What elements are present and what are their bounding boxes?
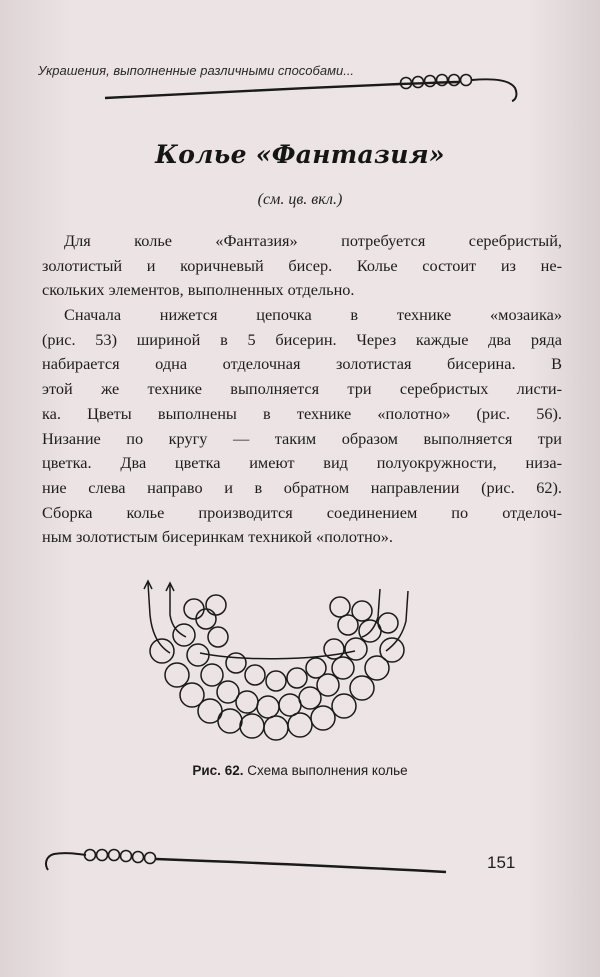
text-line: набирается одна отделочная золотистая бисерина. В xyxy=(42,354,562,374)
header-ornament xyxy=(100,68,530,108)
footer-ornament xyxy=(36,840,456,880)
figure-caption xyxy=(0,763,600,778)
text-line: ка. Цветы выполнены в технике «полотно» (рис. 56). xyxy=(42,403,562,423)
text-line: Для колье «Фантазия» потребуется серебристый, xyxy=(64,231,562,250)
text-line: Сборка колье производится соединением по отделоч- xyxy=(42,502,562,522)
text-line: Низание по кругу — таким образом выполняется три xyxy=(42,428,562,448)
running-head: Украшения, выполненные различными способами... xyxy=(38,63,355,78)
text-line: скольких элементов, выполненных отдельно. xyxy=(42,280,355,300)
page-number: 151 xyxy=(487,853,516,872)
text-line: (рис. 53) шириной в 5 бисерин. Через каждые два ряда xyxy=(42,329,562,349)
necklace-bead-diagram xyxy=(140,575,420,750)
article-subtitle: (см. цв. вкл.) xyxy=(257,191,343,208)
text-line: цветка. Два цветка имеют вид полуокружности, низа- xyxy=(42,453,562,473)
figure-caption-label: Рис. 62. xyxy=(192,763,244,778)
text-line: Сначала нижется цепочка в технике «мозаика» xyxy=(64,305,562,325)
text-line: этой же технике выполняется три серебристых листи- xyxy=(42,379,562,399)
text-line: ние слева направо и в обратном направлении (рис. 62). xyxy=(42,477,562,497)
text-line: ным золотистым бисеринкам техникой «полотно». xyxy=(42,527,394,547)
article-title: Колье «Фантазия» xyxy=(155,140,445,169)
text-line: золотистый и коричневый бисер. Колье состоит из не- xyxy=(42,255,562,275)
body-text xyxy=(42,229,562,550)
figure-caption-text: Схема выполнения колье xyxy=(247,763,408,778)
